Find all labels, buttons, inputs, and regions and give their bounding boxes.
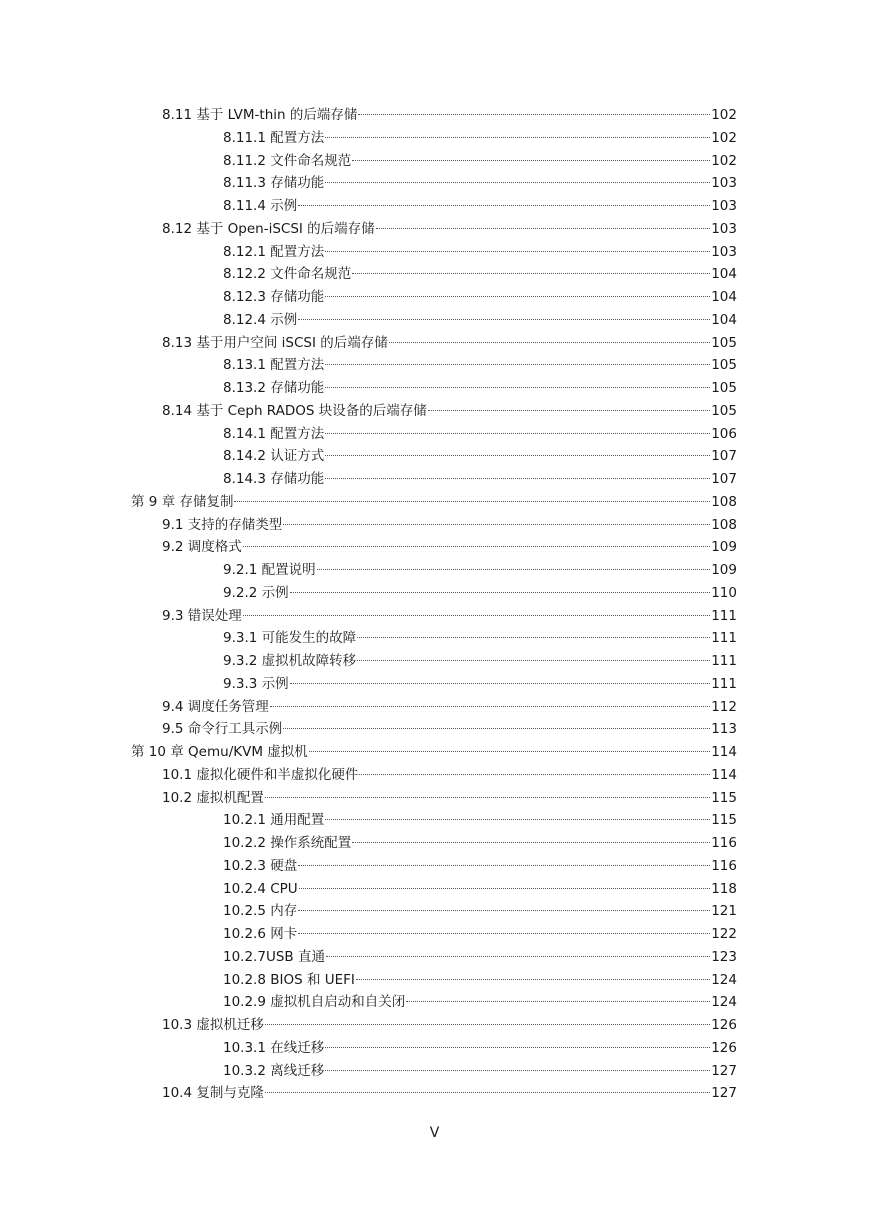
toc-entry[interactable] [223,923,737,945]
dot-leader [358,114,710,115]
toc-entry[interactable] [223,878,737,900]
dot-leader [406,1001,710,1002]
toc-entry-page: 105 [711,334,737,351]
dot-leader [389,342,710,343]
toc-entry-label: 10.3.2 离线迁移 [223,1062,325,1079]
dot-leader [352,273,710,274]
toc-entry-page: 103 [711,243,737,260]
dot-leader [325,455,710,456]
toc-entry[interactable] [223,195,737,217]
toc-entry[interactable] [131,741,737,763]
toc-entry[interactable] [223,969,737,991]
toc-entry-page: 127 [711,1085,737,1102]
toc-entry-page: 103 [711,198,737,214]
toc-entry[interactable] [162,787,737,809]
dot-leader [265,797,710,798]
toc-entry[interactable] [162,104,737,126]
toc-entry[interactable] [223,150,737,172]
toc-entry-page: 108 [711,493,737,510]
toc-entry-page: 110 [711,584,737,601]
toc-entry-label: 10.2.9 虚拟机自启动和自关闭 [223,994,406,1011]
toc-entry[interactable] [223,354,737,376]
toc-entry-label: 8.14.3 存储功能 [223,471,325,487]
toc-entry-page: 124 [711,971,737,988]
toc-entry-label: 10.2.8 BIOS 和 UEFI [223,971,355,988]
toc-entry-page: 114 [711,744,737,760]
dot-leader [376,228,711,229]
dot-leader [265,1092,710,1093]
page-number: V [429,1125,440,1141]
toc-entry-label: 第 10 章 Qemu/KVM 虚拟机 [131,744,308,760]
toc-entry-label: 10.2.2 操作系统配置 [223,835,352,851]
toc-entry[interactable] [162,1014,737,1036]
dot-leader [325,1070,710,1071]
toc-entry-label: 9.2.2 示例 [223,584,289,601]
dot-leader [325,433,710,434]
toc-entry[interactable] [223,832,737,854]
dot-leader [325,387,710,388]
toc-entry[interactable] [223,445,737,467]
toc-entry-page: 122 [711,926,737,942]
toc-entry-label: 8.11.1 配置方法 [223,129,325,146]
toc-entry-page: 102 [711,152,737,169]
dot-leader [298,865,710,866]
dot-leader [325,296,710,297]
toc-entry-page: 109 [711,539,737,556]
toc-entry-label: 8.13 基于用户空间 iSCSI 的后端存储 [162,334,388,351]
dot-leader [298,319,710,320]
toc-entry[interactable] [223,172,737,194]
dot-leader [428,410,710,411]
dot-leader [325,182,710,183]
toc-entry-label: 9.3.2 虚拟机故障转移 [223,653,357,669]
toc-entry[interactable] [162,696,737,718]
toc-entry-label: 10.2.4 CPU [223,880,298,897]
toc-entry-page: 102 [711,107,737,123]
toc-entry-page: 104 [711,266,737,283]
dot-leader [298,910,710,911]
toc-entry[interactable] [223,946,737,968]
toc-entry-page: 106 [711,425,737,442]
toc-entry-label: 8.11.3 存储功能 [223,175,325,192]
toc-entry-label: 10.2 虚拟机配置 [162,789,264,806]
toc-entry-page: 111 [711,630,737,647]
dot-leader [356,979,710,980]
dot-leader [357,637,710,638]
toc-entry-page: 126 [711,1017,737,1033]
toc-entry-page: 104 [711,311,737,328]
toc-entry[interactable] [162,536,737,558]
toc-entry[interactable] [223,127,737,149]
toc-entry-label: 8.13.2 存储功能 [223,380,325,396]
toc-entry[interactable] [223,1060,737,1082]
dot-leader [325,819,710,820]
dot-leader [325,137,710,138]
dot-leader [243,615,710,616]
toc-entry-page: 107 [711,448,737,465]
toc-entry-label: 8.11.2 文件命名规范 [223,152,352,169]
toc-entry[interactable] [223,241,737,263]
toc-entry-label: 9.4 调度任务管理 [162,698,269,715]
toc-entry-label: 10.3 虚拟机迁移 [162,1017,264,1033]
toc-entry[interactable] [223,991,737,1013]
toc-entry-label: 8.14.2 认证方式 [223,448,325,465]
toc-entry-label: 9.3.3 示例 [223,675,289,692]
toc-entry-label: 8.14.1 配置方法 [223,425,325,442]
toc-entry[interactable] [223,627,737,649]
toc-entry[interactable] [223,582,737,604]
toc-entry-label: 8.12 基于 Open-iSCSI 的后端存储 [162,220,375,237]
dot-leader [234,501,710,502]
toc-entry-page: 112 [711,698,737,715]
toc-entry-label: 第 9 章 存储复制 [131,493,234,510]
toc-entry-page: 105 [711,380,737,396]
dot-leader [359,774,710,775]
toc-entry[interactable] [131,491,737,513]
dot-leader [243,546,710,547]
toc-entry-page: 103 [711,175,737,192]
toc-entry[interactable] [223,673,737,695]
toc-entry-page: 124 [711,994,737,1011]
toc-entry-label: 8.11 基于 LVM-thin 的后端存储 [162,107,358,123]
toc-entry-page: 111 [711,675,737,692]
dot-leader [290,592,711,593]
toc-entry-label: 10.1 虚拟化硬件和半虚拟化硬件 [162,766,359,783]
dot-leader [298,205,710,206]
toc-entry-label: 10.3.1 在线迁移 [223,1039,325,1056]
toc-entry-page: 123 [711,948,737,965]
dot-leader [283,728,710,729]
toc-entry[interactable] [223,263,737,285]
toc-entry-page: 111 [711,607,737,624]
toc-entry-label: 10.2.7USB 直通 [223,948,325,965]
dot-leader [290,683,711,684]
toc-entry[interactable] [223,286,737,308]
toc-entry[interactable] [223,377,737,399]
toc-entry-label: 9.1 支持的存储类型 [162,516,283,533]
toc-entry-page: 105 [711,402,737,419]
toc-entry-label: 8.12.1 配置方法 [223,243,325,260]
dot-leader [309,751,710,752]
toc-entry-label: 8.11.4 示例 [223,198,298,214]
dot-leader [317,569,711,570]
toc-entry-page: 116 [711,857,737,874]
toc-entry[interactable] [223,1037,737,1059]
toc-entry[interactable] [223,559,737,581]
toc-entry[interactable] [162,218,737,240]
toc-entry-label: 8.12.2 文件命名规范 [223,266,352,283]
dot-leader [325,364,710,365]
toc-entry[interactable] [162,332,737,354]
toc-entry-label: 8.12.3 存储功能 [223,289,325,305]
dot-leader [283,524,710,525]
dot-leader [325,1047,710,1048]
toc-entry[interactable] [162,514,737,536]
dot-leader [325,251,710,252]
dot-leader [357,660,710,661]
toc-entry-page: 109 [711,562,737,578]
toc-entry-label: 9.2 调度格式 [162,539,242,556]
toc-entry-label: 8.14 基于 Ceph RADOS 块设备的后端存储 [162,402,427,419]
toc-entry-label: 9.3.1 可能发生的故障 [223,630,357,647]
dot-leader [270,706,710,707]
toc-entry[interactable] [223,900,737,922]
toc-entry-page: 104 [711,289,737,305]
toc-entry-page: 118 [711,880,737,897]
toc-entry-page: 114 [711,766,737,783]
toc-entry-label: 10.2.3 硬盘 [223,857,298,874]
toc-entry-label: 8.13.1 配置方法 [223,357,325,374]
toc-entry-page: 115 [711,789,737,806]
toc-entry-page: 107 [711,471,737,487]
toc-entry-page: 127 [711,1062,737,1079]
toc-entry[interactable] [162,605,737,627]
toc-entry[interactable] [223,809,737,831]
toc-entry[interactable] [162,400,737,422]
toc-entry-page: 116 [711,835,737,851]
toc-entry-label: 10.2.6 网卡 [223,926,298,942]
toc-entry-label: 9.3 错误处理 [162,607,242,624]
toc-entry-page: 108 [711,516,737,533]
toc-entry-page: 115 [711,812,737,829]
toc-entry-label: 10.2.1 通用配置 [223,812,325,829]
toc-entry-page: 126 [711,1039,737,1056]
toc-entry[interactable] [162,718,737,740]
dot-leader [352,160,710,161]
toc-entry[interactable] [223,468,737,490]
toc-entry-label: 10.4 复制与克隆 [162,1085,264,1102]
toc-entry-page: 102 [711,129,737,146]
toc-entry-page: 103 [711,220,737,237]
dot-leader [298,933,710,934]
toc-entry[interactable] [223,650,737,672]
toc-entry-label: 8.12.4 示例 [223,311,298,328]
toc-entry-label: 9.2.1 配置说明 [223,562,316,578]
dot-leader [326,956,710,957]
toc-entry[interactable] [162,764,737,786]
toc-entry[interactable] [223,423,737,445]
dot-leader [352,842,710,843]
toc-entry-page: 105 [711,357,737,374]
dot-leader [325,478,710,479]
toc-entry-label: 9.5 命令行工具示例 [162,721,283,738]
dot-leader [299,888,711,889]
dot-leader [265,1024,710,1025]
toc-entry[interactable] [223,309,737,331]
toc-entry[interactable] [223,855,737,877]
toc-entry[interactable] [162,1082,737,1104]
toc-entry-page: 121 [711,903,737,920]
toc-entry-page: 111 [711,653,737,669]
toc-entry-page: 113 [711,721,737,738]
toc-entry-label: 10.2.5 内存 [223,903,298,920]
